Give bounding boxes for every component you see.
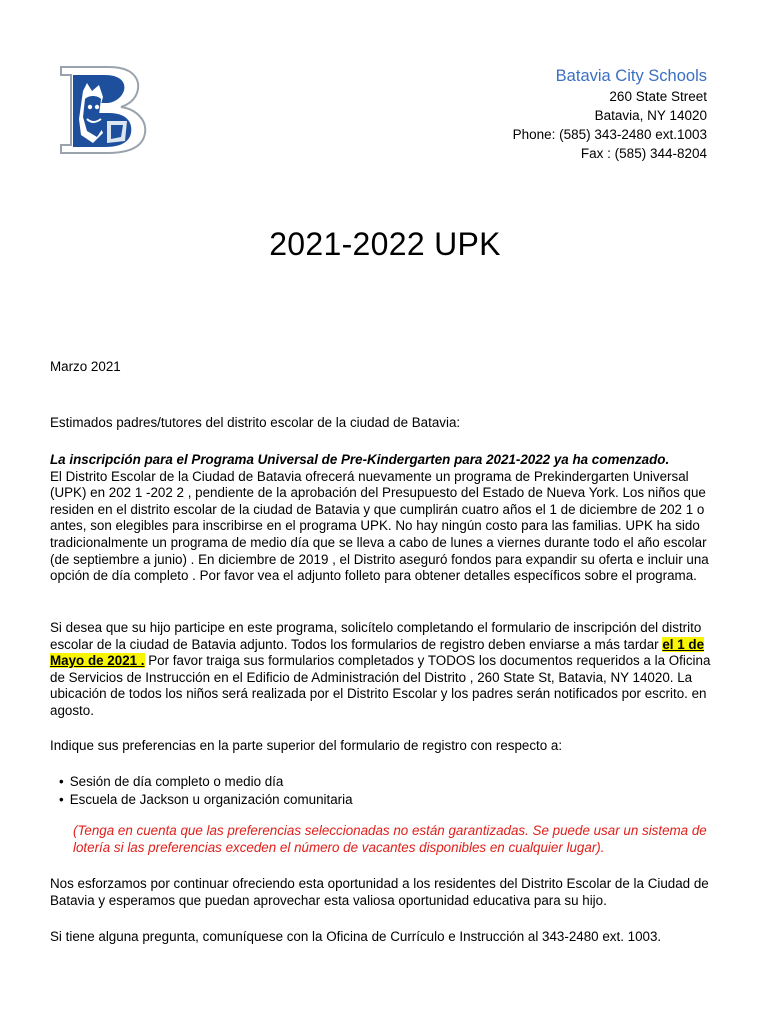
intro-body: El Distrito Escolar de la Ciudad de Batavia ofrecerá nuevamente un programa de Prekindergarten Universal (UPK) en 202 1 -202 2 , pendiente de la aprobación del Presupuesto del Estado de Nueva York. Los niños que residen en el distrito escolar de la ciudad de Batavia y que cumplirán cuatro años el 1 de diciembre de 202 1 o antes, son elegibles para inscribirse en el programa UPK. No hay ningún costo para las familias. UPK ha sido tradicionalmente un programa de medio día que se lleva a cabo de lunes a viernes durante todo el año escolar (de septiembre a junio) . En diciembre de 2019 , el Distrito aseguró fondos para expandir su oferta e incluir una opción de día completo . Por favor vea el adjunto folleto para obtener detalles específicos sobre el programa. [50,468,709,584]
greeting: Estimados padres/tutores del distrito escolar de la ciudad de Batavia: [50,415,461,430]
contact-paragraph: Si tiene alguna pregunta, comuníquese con la Oficina de Currículo e Instrucción al 343-2480 ext. 1003. [50,929,662,944]
preferences-list [50,773,353,809]
batavia-b-logo [57,63,151,155]
registration-text-before: Si desea que su hijo participe en este programa, solicítelo completando el formulario de inscripción del distrito escolar de la ciudad de Batavia adjunto. Todos los formularios de registro deben enviarse a más tardar [50,620,702,652]
list-item: • Escuela de Jackson u organización comunitaria [72,791,353,809]
school-address-block [513,66,707,163]
preferences-intro: Indique sus preferencias en la parte superior del formulario de registro con respecto a: [50,738,563,753]
phone-number: Phone: (585) 343-2480 ext.1003 [512,127,707,142]
intro-heading: La inscripción para el Programa Universal de Pre-Kindergarten para 2021-2022 ya ha comenzado. [50,452,670,467]
preferences-note: (Tenga en cuenta que las preferencias seleccionadas no están garantizadas. Se puede usar un sistema de lotería si las preferencias exceden el número de vacantes disponibles en cualquier lugar). [73,823,707,855]
address-street: 260 State Street [609,89,707,104]
intro-paragraph [50,452,722,585]
closing-paragraph: Nos esforzamos por continuar ofreciendo esta oportunidad a los residentes del Distrito Escolar de la Ciudad de Batavia y esperamos que puedan aprovechar esta valiosa oportunidad educativa para su hijo. [50,876,709,908]
registration-text-after: Por favor traiga sus formularios completados y TODOS los documentos requeridos a la Oficina de Servicios de Instrucción en el Edificio de Administración del Distrito , 260 State St, Batavia, NY 14020. La ubicación de todos los niños será realizada por el Distrito Escolar y los padres serán notificados por escrito. en agosto. [50,653,711,718]
list-item: • Sesión de día completo o medio día [72,773,353,791]
registration-deadline: el 1 de Mayo de 2021 . [50,636,705,669]
letter-date: Marzo 2021 [50,359,121,374]
fax-number: Fax : (585) 344-8204 [580,146,707,161]
document-title: 2021-2022 UPK [269,226,501,262]
school-name: Batavia City Schools [555,67,707,85]
registration-paragraph [50,620,722,720]
address-city: Batavia, NY 14020 [594,108,707,123]
